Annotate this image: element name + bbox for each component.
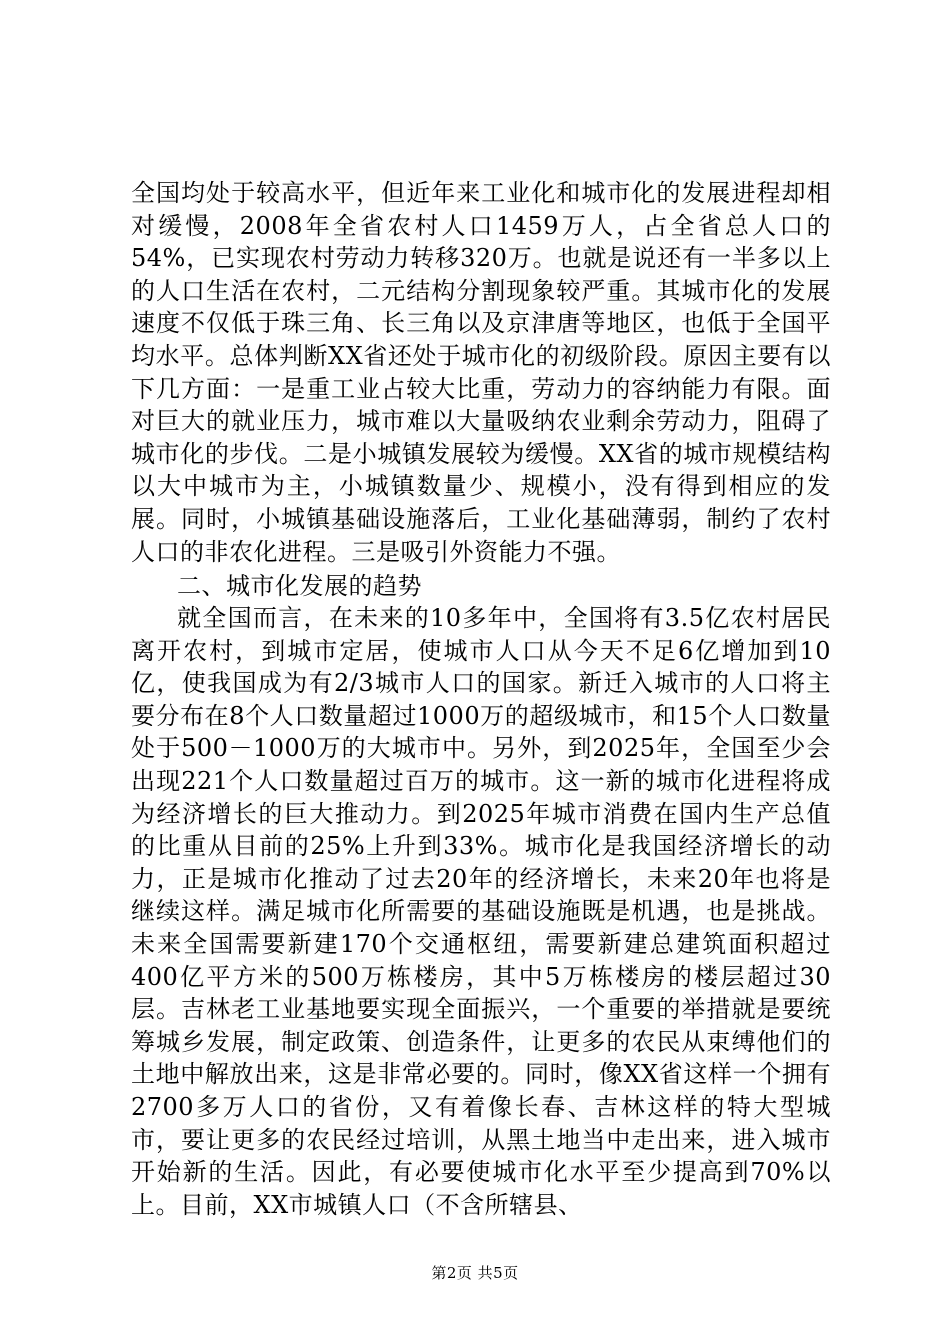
body-paragraph-1: 全国均处于较高水平，但近年来工业化和城市化的发展进程却相对缓慢，2008年全省农村人口1459万人，占全省总人口的54%，已实现农村劳动力转移320万。也就是说还有一半多以上的人口生活在农村，二元结构分割现象较严重。其城市化的发展速度不仅低于珠三角、长三角以及京津唐等地区，也低于全国平均水平。总体判断XX省还处于城市化的初级阶段。原因主要有以下几方面：一是重工业占较大比重，劳动力的容纳能力有限。面对巨大的就业压力，城市难以大量吸纳农业剩余劳动力，阻碍了城市化的步伐。二是小城镇发展较为缓慢。XX省的城市规模结构以大中城市为主，小城镇数量少、规模小，没有得到相应的发展。同时，小城镇基础设施落后，工业化基础薄弱，制约了农村人口的非农化进程。三是吸引外资能力不强。 [131, 179, 831, 566]
body-paragraph-2: 就全国而言，在未来的10多年中，全国将有3.5亿农村居民离开农村，到城市定居，使城市人口从今天不足6亿增加到10亿，使我国成为有2/3城市人口的国家。新迁入城市的人口将主要分布在8个人口数量超过1000万的超级城市，和15个人口数量处于500－1000万的大城市中。另外，到2025年，全国至少会出现221个人口数量超过百万的城市。这一新的城市化进程将成为经济增长的巨大推动力。到2025年城市消费在国内生产总值的比重从目前的25%上升到33%。城市化是我国经济增长的动力，正是城市化推动了过去20年的经济增长，未来20年也将是继续这样。满足城市化所需要的基础设施既是机遇，也是挑战。未来全国需要新建170个交通枢纽，需要新建总建筑面积超过400亿平方米的500万栋楼房，其中5万栋楼房的楼层超过30层。吉林老工业基地要实现全面振兴，一个重要的举措就是要统筹城乡发展，制定政策、创造条件，让更多的农民从束缚他们的土地中解放出来，这是非常必要的。同时，像XX省这样一个拥有2700多万人口的省份，又有着像长春、吉林这样的特大型城市，要让更多的农民经过培训，从黑土地当中走出来，进入城市开始新的生活。因此，有必要使城市化水平至少提高到70%以上。目前，XX市城镇人口（不含所辖县、 [131, 604, 831, 1219]
section-heading: 二、城市化发展的趋势 [177, 572, 422, 600]
page-footer: 第2页 共5页 [431, 1264, 519, 1282]
